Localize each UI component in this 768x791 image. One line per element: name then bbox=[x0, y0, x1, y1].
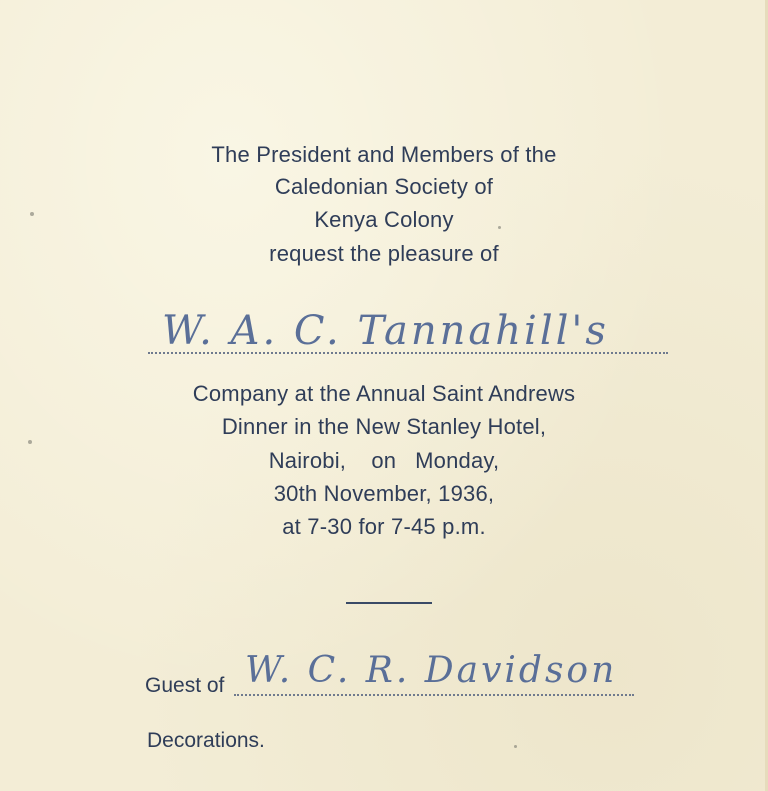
divider-rule bbox=[346, 602, 432, 604]
invitation-body-line-2: Dinner in the New Stanley Hotel, bbox=[221, 414, 547, 439]
invitation-body-line-3: Nairobi, on Monday, bbox=[268, 448, 500, 473]
invitation-body-line-1: Company at the Annual Saint Andrews bbox=[192, 381, 576, 406]
paper-speck bbox=[28, 440, 32, 444]
paper-speck bbox=[30, 212, 34, 216]
paper-speck bbox=[514, 745, 517, 748]
invitation-body-line-5: at 7-30 for 7-45 p.m. bbox=[282, 514, 486, 539]
decorations-label: Decorations. bbox=[147, 729, 265, 752]
invitation-line-2: Caledonian Society of bbox=[274, 174, 494, 199]
invitation-line-3: Kenya Colony bbox=[314, 207, 454, 232]
invitation-body-line-4: 30th November, 1936, bbox=[273, 481, 495, 506]
guest-name-handwriting: W. A. C. Tannahill's bbox=[162, 308, 609, 354]
invitation-line-1: The President and Members of the bbox=[211, 142, 557, 167]
guest-of-dotted-line bbox=[234, 694, 634, 696]
host-name-handwriting: W. C. R. Davidson bbox=[245, 650, 618, 691]
invitation-line-4: request the pleasure of bbox=[269, 241, 499, 266]
paper-speck bbox=[498, 226, 501, 229]
guest-of-label: Guest of bbox=[145, 674, 225, 697]
guest-name-dotted-line bbox=[148, 352, 668, 354]
